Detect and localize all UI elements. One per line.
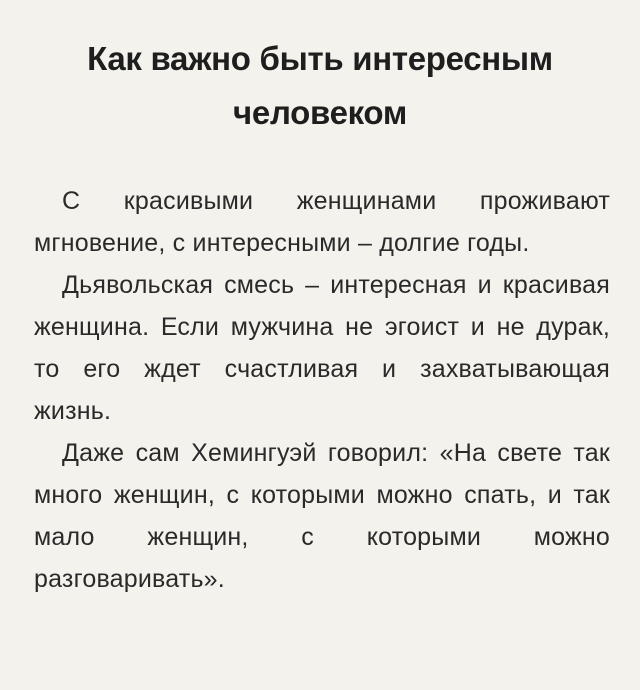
article-paragraph-2: Дьявольская смесь – интересная и красивая женщина. Если мужчина не эгоист и не дурак, то его ждет счастливая и захватывающая жизнь. (34, 271, 610, 425)
article-paragraph-3: Даже сам Хемингуэй говорил: «На свете так много женщин, с которыми можно спать, и так мало женщин, с которыми можно разговаривать». (34, 439, 610, 593)
article-title-line-1: Как важно быть интересным (87, 40, 553, 77)
article-body (34, 180, 610, 600)
article-paragraph-1: С красивыми женщинами проживают мгновение, с интересными – долгие годы. (34, 187, 610, 257)
article-title (30, 32, 610, 140)
article-title-line-2: человеком (233, 94, 407, 131)
